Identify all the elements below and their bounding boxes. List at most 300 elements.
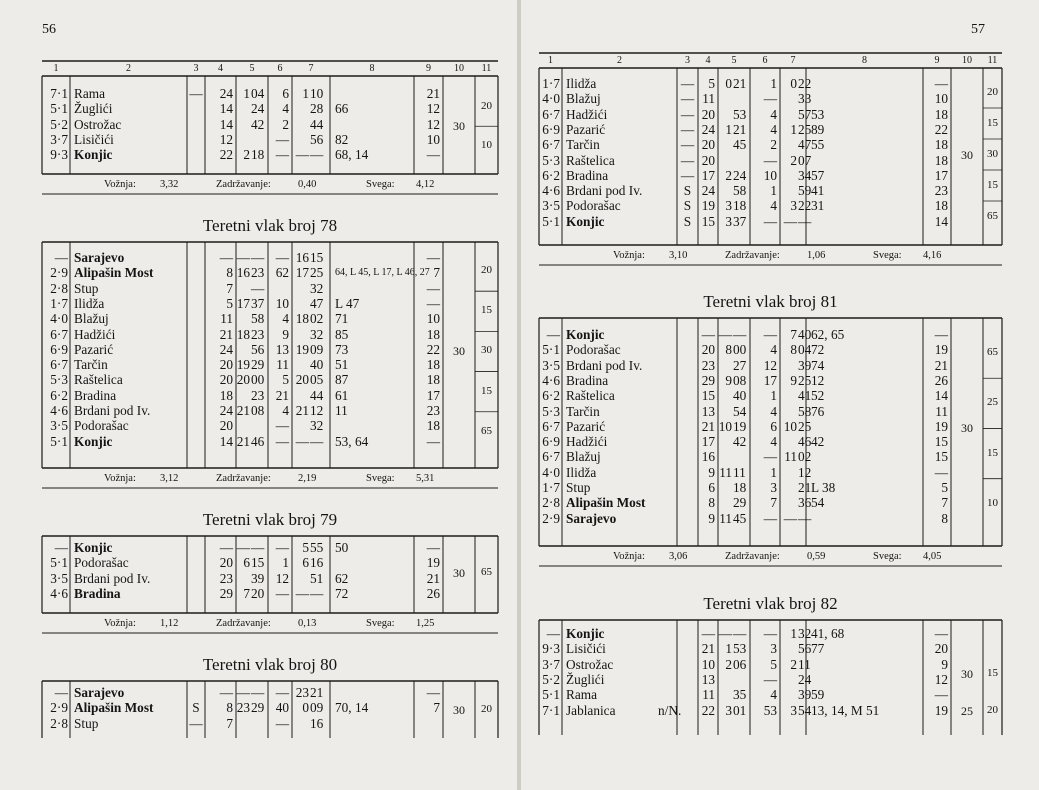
arrival-minute: 37 [251, 295, 265, 311]
station-name: Sarajevo [74, 250, 125, 265]
station-name: Hadžići [566, 106, 608, 122]
station-name: Ostrožac [566, 656, 614, 672]
total-label: Svega: [366, 179, 395, 190]
distance-km: 5·1 [542, 213, 560, 229]
dwell-minutes: 1 [282, 555, 289, 571]
departure-minute: 47 [798, 137, 812, 153]
arrival-minute: 37 [733, 213, 747, 229]
arrival-hour: 1 [725, 121, 732, 137]
departure-minute: 55 [310, 540, 324, 555]
run-minutes: — [219, 540, 233, 555]
speed-limit-value: 30 [453, 702, 465, 717]
travel-time: 3,12 [160, 473, 179, 484]
arrival-hour: — [236, 250, 250, 265]
station-name: Konjic [566, 327, 605, 342]
run-minutes: 15 [701, 388, 715, 404]
speed-code: 19 [426, 555, 440, 571]
column-number: 4 [218, 63, 223, 74]
dwell-minutes: — [763, 510, 777, 526]
timetable-row [0, 358, 517, 373]
station-name: Hadžići [74, 326, 116, 342]
run-minutes: 9 [708, 510, 715, 526]
departure-hour: 0 [302, 700, 309, 716]
run-minutes: 10 [701, 656, 715, 672]
departure-hour: 17 [295, 265, 309, 281]
arrival-hour: 16 [236, 265, 250, 281]
speed-code: 21 [426, 86, 440, 101]
dwell-minutes: — [275, 540, 289, 555]
departure-minute: 32 [310, 326, 324, 342]
distance-km: 3·5 [542, 198, 560, 214]
speed-code: 19 [934, 342, 948, 358]
crossing-trains: 72 [335, 585, 349, 601]
departure-minute: 32 [310, 280, 324, 296]
departure-minute: 44 [310, 116, 324, 132]
brake-percentage: 65 [987, 209, 998, 222]
departure-hour: 0 [790, 76, 797, 91]
station-name: Brdani pod Iv. [566, 183, 643, 199]
timetable-row [0, 587, 517, 602]
speed-code: 22 [426, 341, 440, 357]
arrival-minute: 56 [251, 341, 265, 357]
crossing-trains: 41 [811, 183, 825, 199]
distance-km: 5·1 [50, 555, 68, 571]
dwell-minutes: 2 [770, 137, 777, 153]
run-minutes: 14 [219, 433, 233, 449]
run-minutes: — [701, 327, 715, 342]
stops-time: 2,19 [298, 473, 317, 484]
run-minutes: 14 [219, 116, 233, 132]
departure-minute: 44 [310, 387, 324, 403]
dwell-minutes: — [275, 147, 289, 163]
speed-code: — [426, 147, 440, 163]
departure-minute: 09 [310, 341, 324, 357]
crossing-trains: 13, 14, M 51 [811, 702, 880, 718]
run-minutes: 11 [702, 687, 715, 703]
run-minutes: — [219, 685, 233, 700]
speed-code: 18 [426, 372, 440, 388]
arrival-hour: 18 [236, 326, 250, 342]
track-code: — [680, 76, 695, 91]
timetable-row [521, 92, 1039, 107]
arrival-hour: 2 [243, 147, 250, 163]
departure-hour: — [295, 147, 309, 163]
run-minutes: 22 [219, 147, 233, 163]
distance-km: 6·7 [542, 106, 560, 122]
section-title: Teretni vlak broj 82 [703, 594, 838, 613]
brake-percentage: 15 [987, 178, 998, 191]
station-name: Podorašac [74, 555, 129, 571]
arrival-minute: 01 [733, 702, 747, 718]
crossing-trains: 53, 64 [335, 433, 369, 449]
brake-percentage: 20 [987, 703, 998, 716]
speed-code: 18 [934, 198, 948, 214]
dwell-minutes: 5 [770, 656, 777, 672]
brake-percentage: 65 [481, 565, 492, 578]
arrival-minute: — [251, 250, 265, 265]
arrival-hour: 3 [725, 213, 732, 229]
departure-hour: — [783, 213, 797, 229]
distance-km: 5·3 [50, 372, 68, 388]
travel-label: Vožnja: [104, 618, 136, 629]
run-minutes: 7 [226, 280, 233, 296]
arrival-minute: 19 [733, 418, 747, 434]
brake-percentage: 20 [481, 702, 492, 715]
arrival-hour: — [718, 327, 732, 342]
station-name: Pazarić [566, 121, 606, 137]
crossing-trains: 52 [811, 388, 825, 404]
brake-percentage: 25 [987, 396, 998, 409]
timetable-row [521, 466, 1039, 481]
dwell-minutes: 4 [282, 101, 289, 117]
crossing-trains: 89 [811, 121, 825, 137]
arrival-hour: 17 [236, 295, 250, 311]
arrival-minute: 46 [251, 433, 265, 449]
departure-minute: 57 [798, 106, 812, 122]
distance-km: 3·7 [50, 131, 68, 147]
departure-hour: 3 [790, 198, 797, 214]
travel-time: 3,06 [669, 551, 688, 562]
timetable-row [0, 435, 517, 450]
arrival-minute: — [251, 685, 265, 700]
run-minutes: 23 [701, 357, 715, 373]
timetable-row [521, 627, 1039, 642]
distance-km: 3·7 [542, 656, 560, 672]
column-number: 7 [308, 63, 314, 74]
speed-code: 5 [941, 480, 948, 495]
run-minutes: 6 [708, 480, 715, 495]
speed-code: — [426, 685, 440, 700]
column-number: 1 [53, 63, 59, 74]
station-name: Blažuj [566, 449, 601, 465]
speed-code: 12 [934, 671, 948, 687]
departure-minute: 41 [798, 388, 812, 404]
station-name: Alipašin Most [566, 495, 646, 511]
crossing-trains: 41, 68 [811, 626, 845, 641]
dwell-minutes: 2 [282, 116, 289, 132]
distance-km: 2·9 [50, 265, 68, 281]
run-minutes: 20 [701, 106, 715, 122]
arrival-minute: 40 [733, 388, 747, 404]
dwell-minutes: 3 [770, 480, 777, 495]
speed-code: 7 [433, 265, 440, 281]
station-name: Raštelica [566, 152, 615, 168]
track-code: S [192, 700, 200, 716]
timetable-row [521, 328, 1039, 343]
departure-minute: 25 [798, 418, 812, 434]
dwell-minutes: — [763, 626, 777, 641]
arrival-minute: 24 [733, 167, 747, 183]
departure-minute: 54 [798, 702, 812, 718]
run-minutes: 21 [701, 418, 715, 434]
stops-time: 0,13 [298, 618, 317, 629]
departure-hour: 2 [790, 152, 797, 168]
section-title: Teretni vlak broj 79 [202, 510, 338, 529]
arrival-hour: 1 [725, 641, 732, 657]
distance-km: — [54, 540, 68, 555]
run-minutes: 11 [220, 311, 233, 327]
total-label: Svega: [366, 473, 395, 484]
crossing-trains: 73 [335, 341, 349, 357]
departure-minute: 02 [798, 449, 812, 465]
distance-km: 7·1 [542, 702, 560, 718]
crossing-trains: 77 [811, 641, 825, 657]
brake-percentage: 20 [987, 85, 998, 98]
distance-km: 6·7 [542, 418, 560, 434]
run-minutes: 29 [701, 372, 715, 388]
station-name: Jablanica [566, 702, 616, 718]
dwell-minutes: 1 [770, 464, 777, 480]
departure-minute: 09 [310, 700, 324, 716]
speed-code: 20 [934, 641, 948, 657]
speed-code: 23 [426, 403, 440, 418]
station-name: Lisičići [566, 641, 606, 657]
page-number-right: 57 [971, 22, 985, 37]
departure-minute: 47 [310, 295, 324, 311]
departure-minute: 58 [798, 403, 812, 419]
timetable-row [521, 450, 1039, 465]
speed-code: 18 [426, 326, 440, 342]
arrival-minute: 23 [251, 387, 265, 403]
stops-label: Zadržavanje: [216, 179, 271, 190]
run-minutes: 5 [708, 76, 715, 91]
timetable-row [0, 572, 517, 587]
brake-percentage: 30 [481, 344, 492, 357]
run-minutes: 13 [701, 671, 715, 687]
run-minutes: 8 [708, 495, 715, 511]
distance-km: 5·1 [50, 433, 68, 449]
right-page [521, 0, 1039, 790]
dwell-minutes: 3 [770, 641, 777, 657]
column-number: 7 [790, 55, 796, 66]
run-minutes: 11 [702, 91, 715, 107]
distance-km: 5·3 [542, 403, 560, 419]
run-minutes: 12 [219, 131, 233, 147]
distance-km: 5·1 [50, 101, 68, 117]
crossing-trains: 59 [811, 687, 825, 703]
total-time: 4,16 [923, 250, 942, 261]
crossing-trains: 64, L 45, L 17, L 46, 27 [335, 267, 430, 279]
station-name: Tarčin [74, 357, 108, 373]
page-number-left: 56 [42, 22, 56, 37]
crossing-trains: L 47 [335, 295, 360, 311]
distance-km: — [54, 250, 68, 265]
brake-percentage: 20 [481, 264, 492, 277]
arrival-minute: 21 [733, 121, 747, 137]
track-code: — [189, 715, 203, 731]
speed-code: 22 [934, 121, 948, 137]
distance-km: 4·0 [542, 464, 560, 480]
arrival-minute: 29 [251, 700, 265, 716]
speed-limit-value: 30 [961, 666, 973, 681]
distance-km: — [546, 626, 560, 641]
station-name: Konjic [566, 213, 605, 229]
dwell-minutes: 4 [770, 434, 777, 450]
departure-minute: 51 [310, 570, 324, 586]
speed-code: 18 [426, 418, 440, 434]
dwell-minutes: 53 [763, 702, 777, 718]
speed-code: 19 [934, 418, 948, 434]
crossing-trains: 62 [335, 570, 349, 586]
station-name: Blažuj [566, 91, 601, 107]
dwell-minutes: 12 [275, 570, 289, 586]
speed-code: 9 [941, 656, 948, 672]
station-name: Rama [566, 687, 598, 703]
station-name: Brdani pod Iv. [74, 570, 151, 586]
speed-code: — [426, 295, 440, 311]
travel-label: Vožnja: [613, 250, 645, 261]
track-code: — [680, 167, 695, 183]
column-number: 4 [705, 55, 711, 66]
station-name: Tarčin [566, 137, 600, 153]
arrival-minute: — [733, 327, 747, 342]
station-name: Žuglići [566, 671, 605, 687]
station-name: Alipašin Most [74, 265, 154, 281]
speed-code: 15 [934, 449, 948, 465]
speed-code: 12 [426, 116, 440, 132]
column-number: 9 [934, 55, 940, 66]
station-name: Raštelica [566, 388, 615, 404]
arrival-minute: 18 [733, 480, 747, 495]
station-name: Konjic [74, 433, 113, 449]
crossing-trains: 66 [335, 101, 349, 117]
dwell-minutes: 6 [770, 418, 777, 434]
station-name: Brdani pod Iv. [74, 403, 151, 418]
timetable-row [0, 99, 517, 117]
track-code: S [683, 198, 692, 214]
station-name: Bradina [74, 387, 117, 403]
dwell-minutes: 7 [770, 495, 777, 511]
column-number: 6 [762, 55, 768, 66]
speed-limit-value: 30 [961, 147, 973, 162]
left-page [0, 0, 517, 790]
crossing-trains: L 38 [811, 480, 836, 495]
arrival-minute: — [251, 540, 265, 555]
track-code: S [683, 213, 692, 229]
dwell-minutes: 4 [770, 106, 777, 122]
departure-hour: 2 [790, 656, 797, 672]
run-minutes: 24 [219, 403, 233, 418]
crossing-trains: 54 [811, 495, 825, 511]
arrival-minute: 54 [733, 403, 747, 419]
dwell-minutes: 5 [282, 372, 289, 388]
speed-code: — [934, 76, 948, 91]
arrival-hour: 23 [236, 700, 250, 716]
timetable-row [521, 688, 1039, 703]
column-number: 3 [193, 63, 199, 74]
travel-label: Vožnja: [104, 473, 136, 484]
stops-time: 1,06 [807, 250, 826, 261]
arrival-minute: 58 [251, 311, 265, 327]
arrival-hour: 3 [725, 702, 732, 718]
station-name: Konjic [566, 626, 605, 641]
arrival-hour: 3 [725, 198, 732, 214]
distance-km: 5·2 [542, 671, 560, 687]
departure-minute: 25 [798, 121, 812, 137]
distance-km: 4·6 [542, 183, 560, 199]
timetable-row [521, 435, 1039, 450]
arrival-hour: 21 [236, 433, 250, 449]
timetable-row [0, 148, 517, 163]
dwell-minutes: — [275, 585, 289, 601]
arrival-minute: 21 [733, 76, 747, 91]
run-minutes: 20 [219, 372, 233, 388]
dwell-minutes: 9 [282, 326, 289, 342]
timetable-row [521, 642, 1039, 657]
station-name: Stup [74, 280, 99, 296]
timetable-row [521, 184, 1039, 199]
timetable-row [0, 328, 517, 343]
crossing-trains: 55 [811, 137, 825, 153]
travel-label: Vožnja: [104, 179, 136, 190]
dwell-minutes: 1 [770, 388, 777, 404]
travel-time: 3,32 [160, 179, 179, 190]
departure-hour: 10 [783, 418, 797, 434]
arrival-minute: 29 [251, 357, 265, 373]
departure-minute: — [310, 585, 324, 601]
timetable-row [521, 374, 1039, 389]
brake-percentage: 65 [481, 424, 492, 437]
arrival-minute: 18 [733, 198, 747, 214]
departure-minute: 02 [310, 311, 324, 327]
station-name: Sarajevo [74, 685, 125, 700]
crossing-trains: 72 [811, 342, 825, 358]
crossing-trains: 70, 14 [335, 700, 369, 716]
run-minutes: 24 [701, 121, 715, 137]
brake-percentage: 10 [481, 138, 492, 151]
distance-km: — [54, 685, 68, 700]
speed-limit-value: 30 [961, 421, 973, 436]
dwell-minutes: 1 [770, 76, 777, 91]
speed-code: 19 [934, 702, 948, 718]
distance-km: 6·7 [542, 449, 560, 465]
crossing-trains: 31 [811, 198, 825, 214]
column-number: 8 [862, 55, 867, 66]
station-name: Ilidža [566, 464, 597, 480]
track-code: — [680, 91, 695, 107]
timetable-row [521, 199, 1039, 214]
dwell-minutes: — [763, 213, 777, 229]
dwell-minutes: — [763, 449, 777, 465]
arrival-minute: 35 [733, 687, 747, 703]
speed-code: — [426, 280, 440, 296]
run-minutes: 21 [219, 326, 233, 342]
run-minutes: 15 [701, 213, 715, 229]
total-label: Svega: [873, 551, 902, 562]
dwell-minutes: 10 [275, 295, 289, 311]
crossing-trains: 62, 65 [811, 327, 845, 342]
distance-km: 4·0 [542, 91, 560, 107]
station-name: Rama [74, 86, 106, 101]
arrival-hour: 6 [243, 555, 250, 571]
distance-km: 4·6 [542, 372, 560, 388]
departure-minute: 16 [310, 555, 324, 571]
travel-time: 3,10 [669, 250, 688, 261]
timetable-row [521, 108, 1039, 123]
arrival-minute: 00 [251, 372, 265, 388]
arrival-minute: 42 [733, 434, 747, 450]
departure-hour: 3 [790, 702, 797, 718]
arrival-minute: 18 [251, 147, 265, 163]
distance-km: 3·5 [542, 357, 560, 373]
distance-km: 9·3 [542, 641, 560, 657]
timetable-row [0, 701, 517, 716]
departure-minute: 32 [798, 626, 812, 641]
crossing-trains: 87 [335, 372, 349, 388]
departure-hour: 11 [784, 449, 797, 465]
arrival-minute: 08 [251, 403, 265, 418]
run-minutes: 13 [701, 403, 715, 419]
